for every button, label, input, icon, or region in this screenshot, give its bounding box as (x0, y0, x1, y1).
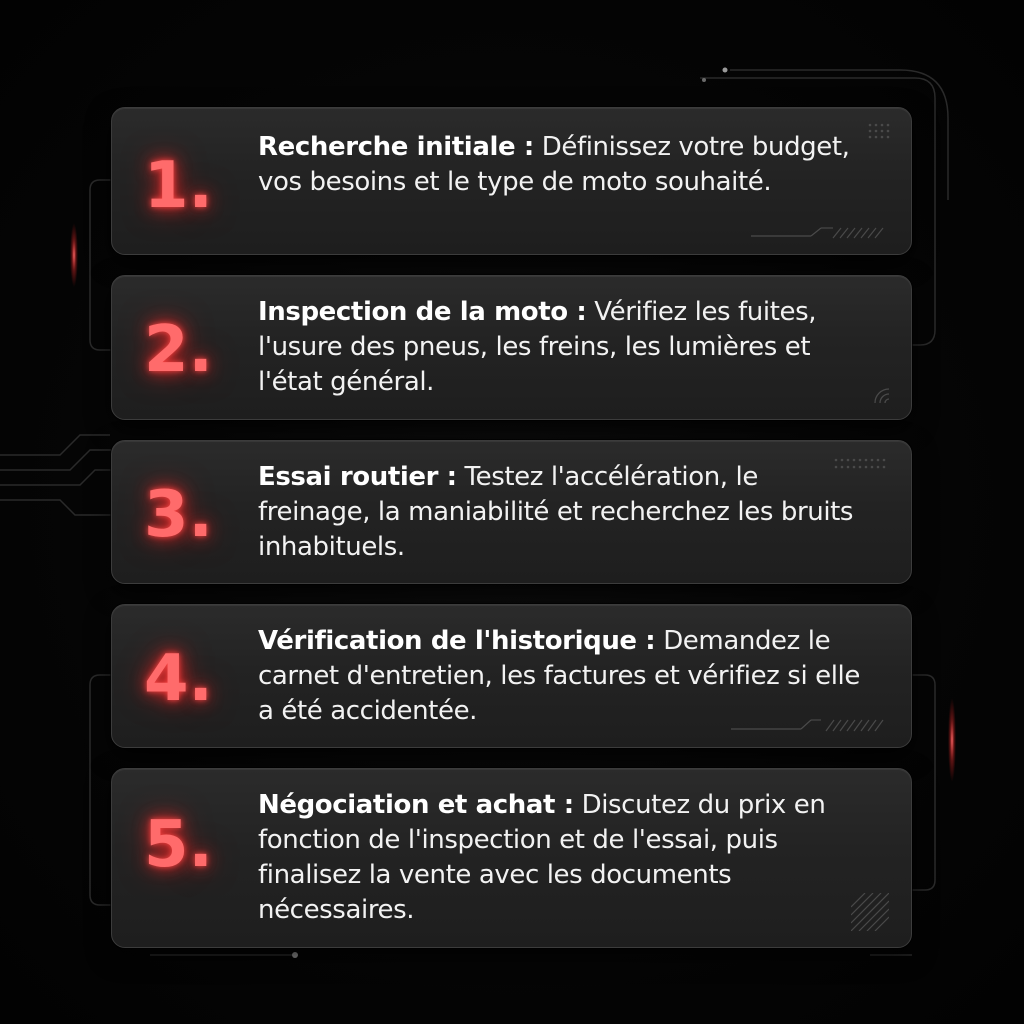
step-number: 3. (144, 478, 213, 552)
hatch-line-decoration (731, 717, 891, 733)
signal-arc-decoration (871, 385, 893, 407)
step-card-4 (111, 604, 912, 748)
step-number: 5. (144, 808, 213, 882)
step-card-1 (111, 107, 912, 255)
step-number: 4. (144, 642, 213, 716)
step-title: Essai routier : (258, 462, 457, 492)
step-text (258, 788, 875, 928)
step-title: Négociation et achat : (258, 790, 574, 820)
step-title: Vérification de l'historique : (258, 626, 656, 656)
step-description: Définissez votre budget, vos besoins et le type de moto souhaité. (258, 132, 850, 197)
step-description: Demandez le carnet d'entretien, les factures et vérifiez si elle a été accidentée. (258, 626, 860, 726)
step-number: 1. (144, 149, 213, 223)
step-card-3 (111, 440, 912, 584)
step-description: Discutez du prix en fonction de l'inspection et de l'essai, puis finalisez la vente avec les documents nécessaires. (258, 790, 826, 925)
step-title: Recherche initiale : (258, 132, 534, 162)
step-text (258, 295, 875, 400)
step-card-5 (111, 768, 912, 948)
step-title: Inspection de la moto : (258, 297, 587, 327)
step-text (258, 624, 875, 729)
step-description: Vérifiez les fuites, l'usure des pneus, les freins, les lumières et l'état général. (258, 297, 817, 397)
step-description: Testez l'accélération, le freinage, la maniabilité et recherchez les bruits inhabituels. (258, 462, 854, 562)
step-text (258, 460, 875, 565)
diagonal-hatch-decoration (851, 893, 889, 931)
dot-grid-decoration (867, 122, 893, 142)
hatch-line-decoration (751, 226, 891, 240)
step-number: 2. (144, 313, 213, 387)
step-text (258, 130, 875, 200)
dot-row-decoration (833, 457, 891, 471)
step-card-2 (111, 275, 912, 420)
